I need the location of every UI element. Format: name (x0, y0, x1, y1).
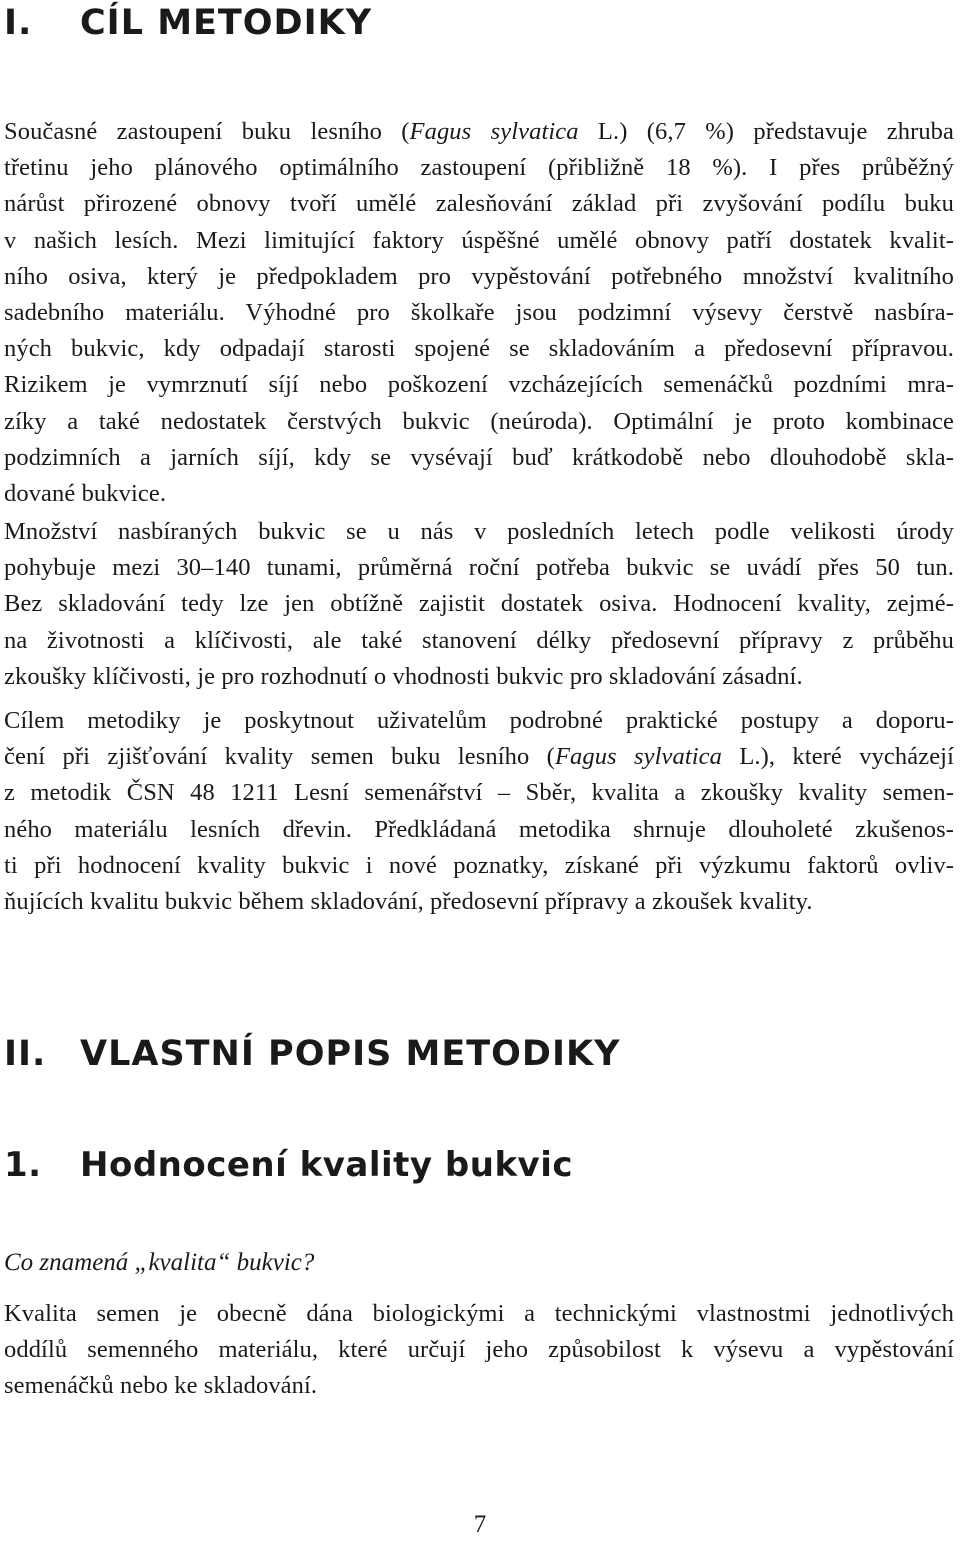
section-number: II. (4, 1034, 47, 1074)
text-line (4, 586, 954, 622)
section-title: VLASTNÍ POPIS METODIKY (80, 1034, 621, 1074)
text-run: ňujících kvalitu bukvic během skladování, předosevní přípravy a zkoušek kvality. (4, 888, 813, 916)
text-line (4, 884, 954, 920)
text-line (4, 739, 954, 775)
section-heading-vlastni-popis (4, 1031, 620, 1077)
text-run: na životnosti a klíčivosti, ale také stanovení délky předosevní přípravy z průběhu (4, 626, 954, 654)
text-line (4, 223, 954, 259)
text-line (4, 775, 954, 811)
text-line (4, 1368, 954, 1404)
section-heading-cil-metodiky (4, 0, 372, 46)
text-line (4, 476, 954, 512)
text-line (4, 1332, 954, 1368)
text-run: Současné zastoupení buku lesního ( (4, 118, 410, 145)
text-run: zkoušky klíčivosti, je pro rozhodnutí o vhodnosti bukvic pro skladování zásadní. (4, 662, 803, 690)
text-run: ných bukvic, kdy odpadají starosti spojené se skladováním a předosevní přípravou. (4, 335, 954, 363)
text-line (4, 514, 954, 550)
text-run: Kvalita semen je obecně dána biologickými a technickými vlastnostmi jednotlivých (4, 1300, 954, 1327)
text-line (4, 295, 954, 331)
text-run: oddílů semenného materiálu, které určují jeho způsobilost k výsevu a vypěstování (4, 1336, 954, 1364)
paragraph-4 (4, 1296, 954, 1405)
text-line (4, 848, 954, 884)
text-line (4, 1296, 954, 1332)
latin-species-name: Fagus sylvatica (554, 743, 722, 771)
text-run: Bez skladování tedy lze jen obtížně zajistit dostatek osiva. Hodnocení kvality, zejmé- (4, 590, 954, 618)
section-title: CÍL METODIKY (80, 3, 373, 43)
text-line (4, 623, 954, 659)
latin-species-name: Fagus sylvatica (409, 118, 579, 145)
text-line (4, 150, 954, 186)
text-run: semenáčků nebo ke skladování. (4, 1372, 318, 1400)
text-run: dované bukvice. (4, 480, 167, 508)
text-line (4, 812, 954, 848)
subsection-number: 1. (4, 1145, 42, 1185)
subsection-title: Hodnocení kvality bukvic (80, 1145, 574, 1185)
text-run: L.) (6,7 %) představuje zhruba (578, 118, 954, 145)
text-line (4, 186, 954, 222)
text-run: v našich lesích. Mezi limitující faktory úspěšné umělé obnovy patří dostatek kvalit- (4, 226, 954, 254)
text-line (4, 331, 954, 367)
text-run: Množství nasbíraných bukvic se u nás v posledních letech podle velikosti úrody (4, 518, 954, 545)
text-line (4, 114, 954, 150)
text-run: nárůst přirozené obnovy tvoří umělé zalesňování základ při zvyšování podílu buku (4, 190, 954, 218)
text-line (4, 440, 954, 476)
text-run: podzimních a jarních síjí, kdy se vysévají buď krátkodobě nebo dlouhodobě skla- (4, 443, 954, 471)
text-line (4, 659, 954, 695)
paragraph-2 (4, 514, 954, 695)
text-run: zíky a také nedostatek čerstvých bukvic (neúroda). Optimální je proto kombinace (4, 407, 954, 435)
paragraph-1 (4, 114, 954, 512)
subsection-heading-hodnoceni (4, 1142, 573, 1188)
text-line (4, 404, 954, 440)
text-line (4, 259, 954, 295)
text-run: z metodik ČSN 48 1211 Lesní semenářství – Sběr, kvalita a zkoušky kvality semen- (4, 779, 954, 807)
text-run: Cílem metodiky je poskytnout uživatelům podrobné praktické postupy a doporu- (4, 707, 954, 734)
text-run: Rizikem je vymrznutí síjí nebo poškození vzcházejících semenáčků pozdními mra- (4, 371, 954, 399)
section-number: I. (4, 3, 33, 43)
text-run: sadebního materiálu. Výhodné pro školkaře jsou podzimní výsevy čerstvě nasbíra- (4, 299, 954, 327)
text-run: ného materiálu lesních dřevin. Předkládaná metodika shrnuje dlouholeté zkušenos- (4, 815, 954, 843)
paragraph-3 (4, 703, 954, 920)
text-run: ního osiva, který je předpokladem pro vypěstování potřebného množství kvalitního (4, 262, 954, 290)
text-run: pohybuje mezi 30–140 tunami, průměrná roční potřeba bukvic se uvádí přes 50 tun. (4, 554, 954, 582)
text-run: třetinu jeho plánového optimálního zastoupení (přibližně 18 %). I přes průběžný (4, 154, 954, 182)
text-line (4, 550, 954, 586)
text-line (4, 367, 954, 403)
page-number: 7 (473, 1511, 487, 1538)
text-run: L.), které vycházejí (722, 743, 954, 771)
text-run: ti při hodnocení kvality bukvic i nové poznatky, získané při výzkumu faktorů ovliv- (4, 851, 954, 879)
question-heading: Co znamená „kvalita“ bukvic? (4, 1249, 315, 1276)
text-line (4, 703, 954, 739)
text-run: čení při zjišťování kvality semen buku lesního ( (4, 743, 555, 771)
